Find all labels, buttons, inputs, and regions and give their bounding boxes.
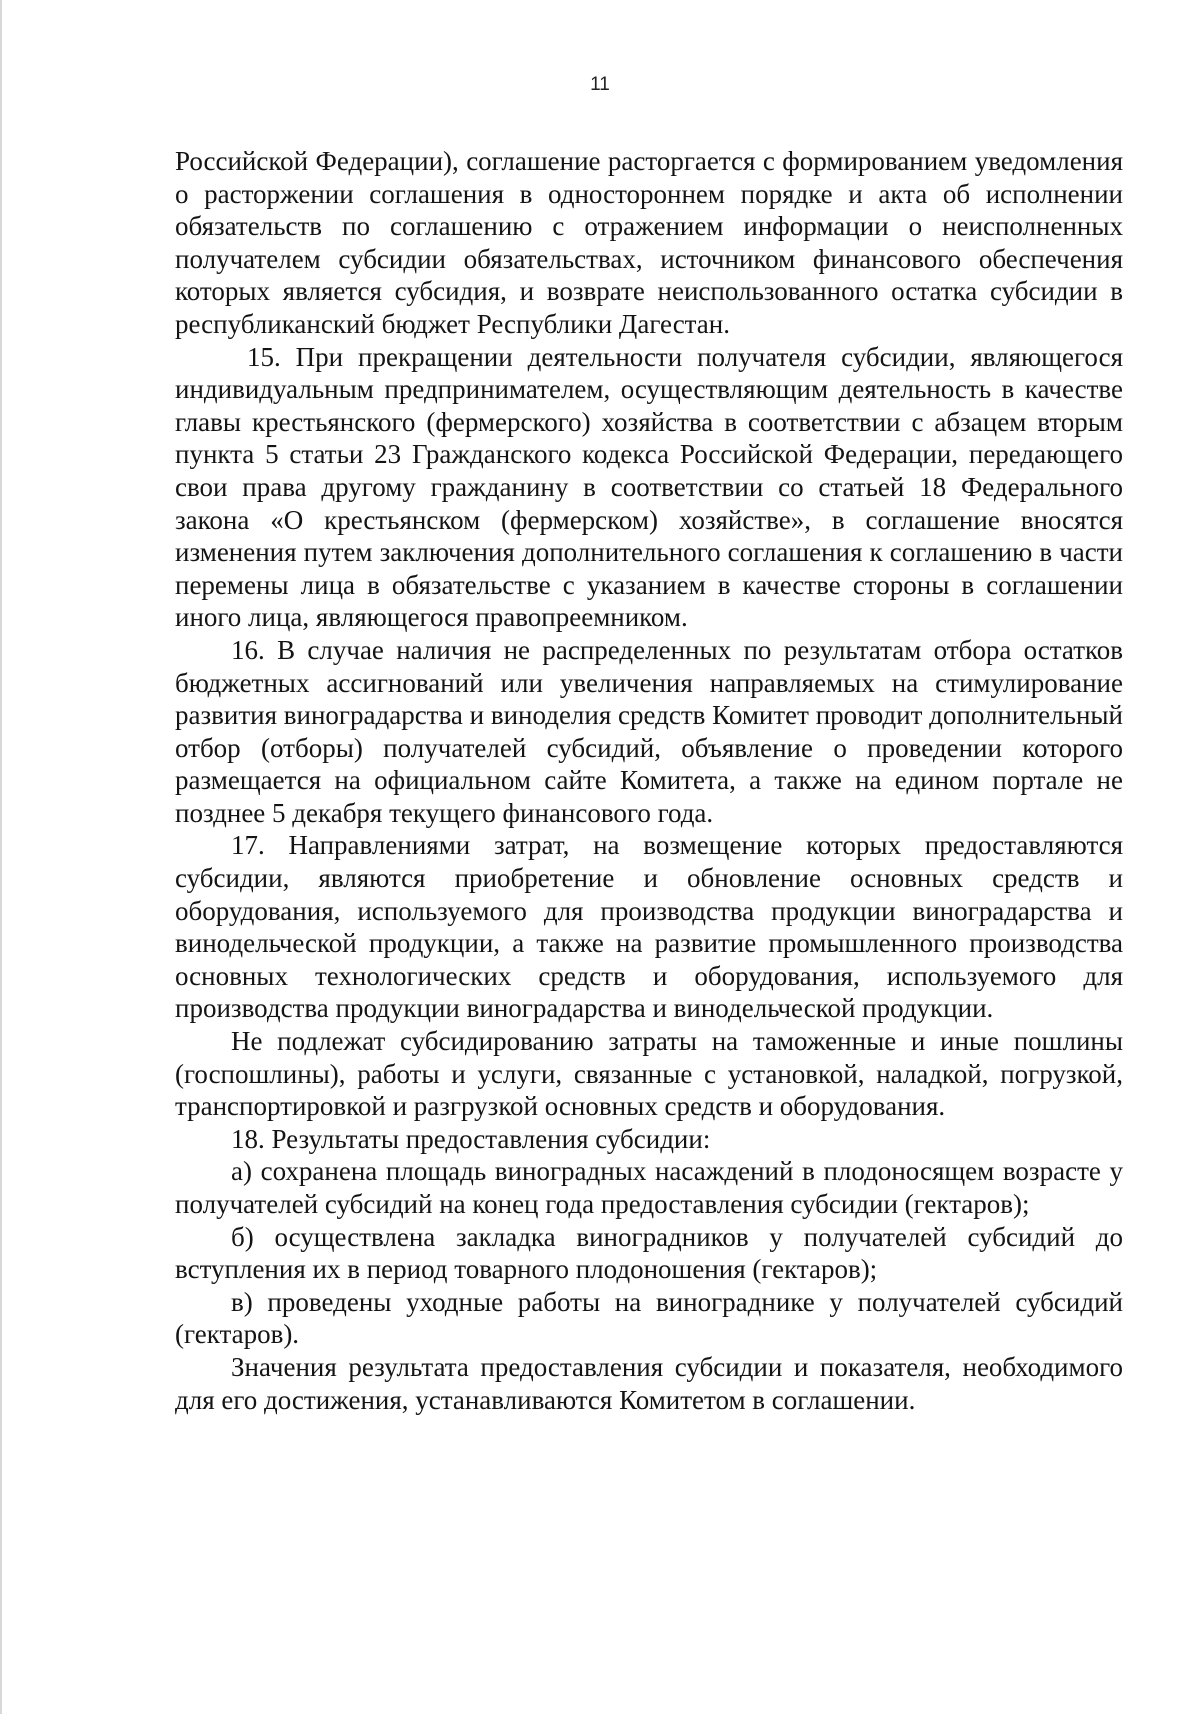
page-number: 11 xyxy=(590,74,610,95)
scan-edge-line xyxy=(0,0,2,1714)
document-body xyxy=(175,145,1123,1416)
paragraph-17: 17. Направлениями затрат, на возмещение которых предоставляются субсидии, являются приобретение и обновление основных средств и оборудования, используемого для производства продукции виноградарства и винодельческой продукции, а также на развитие промышленного производства основных технологических средств и оборудования, используемого для производства продукции виноградарства и винодельческой продукции. xyxy=(175,830,1123,1024)
paragraph-18-heading: 18. Результаты предоставления субсидии: xyxy=(231,1123,711,1154)
paragraph-18-item-v: в) проведены уходные работы на винограднике у получателей субсидий (гектаров). xyxy=(175,1286,1123,1350)
paragraph-16: 16. В случае наличия не распределенных по результатам отбора остатков бюджетных ассигнований или увеличения направляемых на стимулирование развития виноградарства и виноделия средств Комитет проводит дополнительный отбор (отборы) получателей субсидий, объявление о проведении которого размещается на официальном сайте Комитета, а также на едином портале не позднее 5 декабря текущего финансового года. xyxy=(175,634,1123,828)
paragraph-continuation: Российской Федерации), соглашение расторгается с формированием уведомления о расторжении соглашения в одностороннем порядке и акта об исполнении обязательств по соглашению с отражением информации о неисполненных получателем субсидии обязательствах, источником финансового обеспечения которых является субсидия, и возврате неиспользованного остатка субсидии в республиканский бюджет Республики Дагестан. xyxy=(175,146,1123,339)
paragraph-18-values: Значения результата предоставления субсидии и показателя, необходимого для его достижения, устанавливаются Комитетом в соглашении. xyxy=(175,1351,1123,1415)
paragraph-18-item-b: б) осуществлена закладка виноградников у получателей субсидий до вступления их в период товарного плодоношения (гектаров); xyxy=(175,1221,1123,1285)
paragraph-18-item-a: а) сохранена площадь виноградных насаждений в плодоносящем возрасте у получателей субсидий на конец года предоставления субсидии (гектаров); xyxy=(175,1156,1123,1219)
paragraph-17-exclusions: Не подлежат субсидированию затраты на таможенные и иные пошлины (госпошлины), работы и услуги, связанные с установкой, наладкой, погрузкой, транспортировкой и разгрузкой основных средств и оборудования. xyxy=(175,1026,1123,1122)
paragraph-15: 15. При прекращении деятельности получателя субсидии, являющегося индивидуальным предпринимателем, осуществляющим деятельность в качестве главы крестьянского (фермерского) хозяйства в соответствии с абзацем вторым пункта 5 статьи 23 Гражданского кодекса Российской Федерации, передающего свои права другому гражданину в соответствии со статьей 18 Федерального закона «О крестьянском (фермерском) хозяйстве», в соглашение вносятся изменения путем заключения дополнительного соглашения к соглашению в части перемены лица в обязательстве с указанием в качестве стороны в соглашении иного лица, являющегося правопреемником. xyxy=(175,341,1123,633)
